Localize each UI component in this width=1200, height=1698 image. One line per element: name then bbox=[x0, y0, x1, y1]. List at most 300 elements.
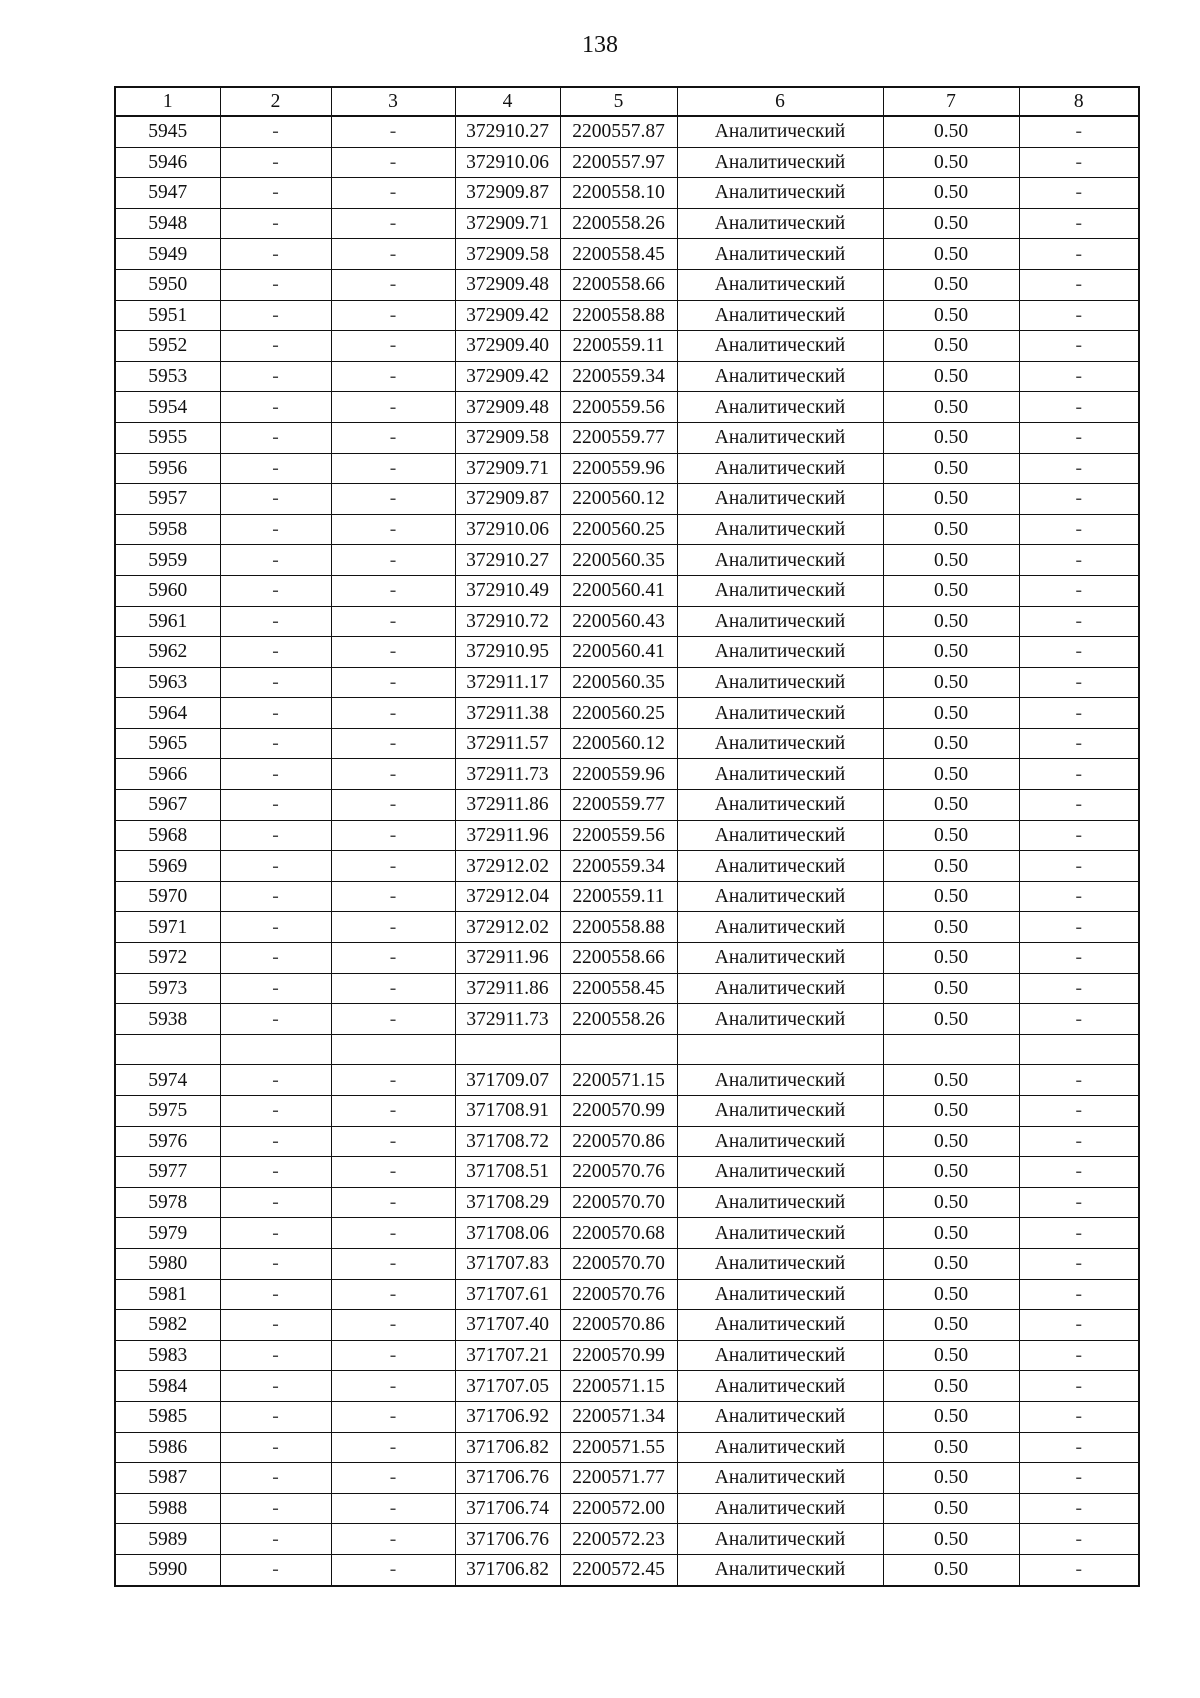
cell-point-number: 5988 bbox=[115, 1493, 220, 1524]
cell-coord-y: 2200570.86 bbox=[560, 1126, 677, 1157]
cell-accuracy: 0.50 bbox=[883, 392, 1019, 423]
cell-col-8 bbox=[1019, 1034, 1139, 1065]
cell-coord-x: 371706.74 bbox=[455, 1493, 560, 1524]
cell-coord-x: 372911.38 bbox=[455, 698, 560, 729]
cell-col-3: - bbox=[331, 269, 455, 300]
cell-coord-y: 2200572.45 bbox=[560, 1554, 677, 1585]
cell-col-8: - bbox=[1019, 1524, 1139, 1555]
cell-method: Аналитический bbox=[677, 943, 883, 974]
cell-coord-y: 2200558.88 bbox=[560, 300, 677, 331]
cell-col-3: - bbox=[331, 1004, 455, 1035]
cell-coord-y: 2200560.25 bbox=[560, 514, 677, 545]
cell-accuracy: 0.50 bbox=[883, 1065, 1019, 1096]
cell-col-3: - bbox=[331, 422, 455, 453]
cell-coord-x: 371708.06 bbox=[455, 1218, 560, 1249]
cell-col-8: - bbox=[1019, 453, 1139, 484]
cell-col-8: - bbox=[1019, 208, 1139, 239]
table-row bbox=[115, 1065, 1139, 1096]
cell-coord-x: 371707.61 bbox=[455, 1279, 560, 1310]
cell-point-number: 5938 bbox=[115, 1004, 220, 1035]
cell-col-8: - bbox=[1019, 1340, 1139, 1371]
table-row bbox=[115, 1279, 1139, 1310]
cell-accuracy: 0.50 bbox=[883, 331, 1019, 362]
cell-coord-y: 2200570.70 bbox=[560, 1248, 677, 1279]
cell-coord-x: 372909.42 bbox=[455, 300, 560, 331]
cell-accuracy: 0.50 bbox=[883, 545, 1019, 576]
cell-coord-x: 372911.17 bbox=[455, 667, 560, 698]
cell-col-3: - bbox=[331, 484, 455, 515]
coordinates-table bbox=[114, 86, 1140, 1587]
cell-accuracy: 0.50 bbox=[883, 1524, 1019, 1555]
cell-point-number: 5966 bbox=[115, 759, 220, 790]
cell-point-number: 5990 bbox=[115, 1554, 220, 1585]
cell-col-3: - bbox=[331, 759, 455, 790]
cell-coord-x: 372910.95 bbox=[455, 637, 560, 668]
cell-col-8: - bbox=[1019, 1463, 1139, 1494]
cell-col-8: - bbox=[1019, 912, 1139, 943]
cell-col-8: - bbox=[1019, 1126, 1139, 1157]
table-row bbox=[115, 116, 1139, 147]
cell-col-2: - bbox=[220, 1004, 331, 1035]
cell-col-8: - bbox=[1019, 1279, 1139, 1310]
cell-coord-x: 371707.40 bbox=[455, 1310, 560, 1341]
cell-coord-y: 2200559.34 bbox=[560, 361, 677, 392]
cell-col-8: - bbox=[1019, 1004, 1139, 1035]
cell-coord-y: 2200570.76 bbox=[560, 1279, 677, 1310]
cell-col-2: - bbox=[220, 759, 331, 790]
cell-col-3: - bbox=[331, 1218, 455, 1249]
cell-col-3: - bbox=[331, 1187, 455, 1218]
cell-accuracy: 0.50 bbox=[883, 667, 1019, 698]
table-row bbox=[115, 1310, 1139, 1341]
cell-point-number: 5984 bbox=[115, 1371, 220, 1402]
cell-accuracy: 0.50 bbox=[883, 1248, 1019, 1279]
table-row bbox=[115, 1554, 1139, 1585]
cell-col-3: - bbox=[331, 851, 455, 882]
cell-accuracy: 0.50 bbox=[883, 1493, 1019, 1524]
table-row bbox=[115, 484, 1139, 515]
cell-col-2: - bbox=[220, 881, 331, 912]
cell-col-8: - bbox=[1019, 1218, 1139, 1249]
cell-point-number: 5982 bbox=[115, 1310, 220, 1341]
cell-point-number: 5973 bbox=[115, 973, 220, 1004]
cell-col-8: - bbox=[1019, 331, 1139, 362]
table-row bbox=[115, 698, 1139, 729]
cell-point-number: 5980 bbox=[115, 1248, 220, 1279]
cell-coord-y: 2200560.12 bbox=[560, 728, 677, 759]
cell-col-3: - bbox=[331, 1096, 455, 1127]
cell-col-8: - bbox=[1019, 943, 1139, 974]
cell-point-number: 5986 bbox=[115, 1432, 220, 1463]
cell-col-8: - bbox=[1019, 1096, 1139, 1127]
cell-coord-y: 2200559.56 bbox=[560, 820, 677, 851]
cell-col-2: - bbox=[220, 545, 331, 576]
cell-col-2: - bbox=[220, 1218, 331, 1249]
cell-accuracy: 0.50 bbox=[883, 820, 1019, 851]
cell-col-2: - bbox=[220, 637, 331, 668]
table-row bbox=[115, 1096, 1139, 1127]
cell-method: Аналитический bbox=[677, 453, 883, 484]
cell-coord-x: 371708.91 bbox=[455, 1096, 560, 1127]
cell-coord-x: 372909.87 bbox=[455, 178, 560, 209]
cell-coord-y: 2200558.26 bbox=[560, 208, 677, 239]
cell-coord-x: 372910.06 bbox=[455, 514, 560, 545]
cell-method: Аналитический bbox=[677, 514, 883, 545]
cell-col-8: - bbox=[1019, 1554, 1139, 1585]
cell-col-3: - bbox=[331, 239, 455, 270]
cell-col-8: - bbox=[1019, 300, 1139, 331]
cell-method: Аналитический bbox=[677, 728, 883, 759]
cell-coord-y: 2200558.26 bbox=[560, 1004, 677, 1035]
cell-col-2: - bbox=[220, 1187, 331, 1218]
cell-coord-y: 2200570.76 bbox=[560, 1157, 677, 1188]
cell-coord-y: 2200560.41 bbox=[560, 575, 677, 606]
cell-point-number: 5954 bbox=[115, 392, 220, 423]
cell-point-number: 5975 bbox=[115, 1096, 220, 1127]
table-row bbox=[115, 728, 1139, 759]
cell-col-8: - bbox=[1019, 269, 1139, 300]
cell-coord-y: 2200570.99 bbox=[560, 1096, 677, 1127]
cell-point-number: 5951 bbox=[115, 300, 220, 331]
cell-method: Аналитический bbox=[677, 820, 883, 851]
cell-col-3: - bbox=[331, 667, 455, 698]
cell-point-number: 5969 bbox=[115, 851, 220, 882]
cell-col-8: - bbox=[1019, 178, 1139, 209]
cell-coord-y: 2200571.55 bbox=[560, 1432, 677, 1463]
cell-col-3: - bbox=[331, 331, 455, 362]
cell-method: Аналитический bbox=[677, 178, 883, 209]
table-row bbox=[115, 239, 1139, 270]
cell-col-2: - bbox=[220, 116, 331, 147]
cell-coord-y: 2200558.45 bbox=[560, 973, 677, 1004]
cell-coord-y: 2200571.77 bbox=[560, 1463, 677, 1494]
cell-col-3: - bbox=[331, 1554, 455, 1585]
cell-coord-x: 372910.27 bbox=[455, 116, 560, 147]
cell-coord-y: 2200571.15 bbox=[560, 1371, 677, 1402]
column-header-6: 6 bbox=[677, 87, 883, 116]
cell-point-number: 5976 bbox=[115, 1126, 220, 1157]
cell-coord-y: 2200572.00 bbox=[560, 1493, 677, 1524]
cell-col-3: - bbox=[331, 361, 455, 392]
table-row bbox=[115, 1157, 1139, 1188]
cell-col-3: - bbox=[331, 943, 455, 974]
page-number: 138 bbox=[582, 32, 618, 58]
cell-col-8: - bbox=[1019, 422, 1139, 453]
cell-col-8: - bbox=[1019, 514, 1139, 545]
cell-point-number: 5971 bbox=[115, 912, 220, 943]
cell-accuracy: 0.50 bbox=[883, 147, 1019, 178]
cell-coord-x: 371706.92 bbox=[455, 1401, 560, 1432]
cell-accuracy: 0.50 bbox=[883, 973, 1019, 1004]
cell-point-number: 5960 bbox=[115, 575, 220, 606]
cell-method: Аналитический bbox=[677, 1524, 883, 1555]
cell-coord-x: 371707.21 bbox=[455, 1340, 560, 1371]
cell-coord-x: 372910.06 bbox=[455, 147, 560, 178]
table-row bbox=[115, 514, 1139, 545]
cell-point-number: 5959 bbox=[115, 545, 220, 576]
cell-coord-y: 2200558.45 bbox=[560, 239, 677, 270]
table-row bbox=[115, 1401, 1139, 1432]
cell-method: Аналитический bbox=[677, 208, 883, 239]
table-row bbox=[115, 1524, 1139, 1555]
cell-col-2: - bbox=[220, 1065, 331, 1096]
cell-coord-x: 372911.86 bbox=[455, 790, 560, 821]
cell-point-number: 5957 bbox=[115, 484, 220, 515]
cell-coord-x: 372912.04 bbox=[455, 881, 560, 912]
cell-coord-y: 2200560.43 bbox=[560, 606, 677, 637]
cell-accuracy: 0.50 bbox=[883, 1401, 1019, 1432]
table-row bbox=[115, 1004, 1139, 1035]
table-row bbox=[115, 973, 1139, 1004]
cell-col-8: - bbox=[1019, 239, 1139, 270]
cell-coord-y: 2200559.77 bbox=[560, 790, 677, 821]
cell-coord-x: 372909.87 bbox=[455, 484, 560, 515]
cell-coord-x: 371708.51 bbox=[455, 1157, 560, 1188]
cell-col-3: - bbox=[331, 208, 455, 239]
cell-accuracy: 0.50 bbox=[883, 943, 1019, 974]
cell-col-2: - bbox=[220, 851, 331, 882]
table-row bbox=[115, 1371, 1139, 1402]
cell-accuracy: 0.50 bbox=[883, 637, 1019, 668]
cell-accuracy: 0.50 bbox=[883, 514, 1019, 545]
cell-col-8: - bbox=[1019, 820, 1139, 851]
cell-col-8: - bbox=[1019, 1401, 1139, 1432]
cell-method: Аналитический bbox=[677, 422, 883, 453]
cell-point-number: 5955 bbox=[115, 422, 220, 453]
cell-point-number: 5947 bbox=[115, 178, 220, 209]
cell-col-2: - bbox=[220, 1432, 331, 1463]
cell-col-8: - bbox=[1019, 759, 1139, 790]
cell-coord-x: 372912.02 bbox=[455, 851, 560, 882]
cell-accuracy: 0.50 bbox=[883, 116, 1019, 147]
cell-col-2: - bbox=[220, 1371, 331, 1402]
cell-point-number: 5985 bbox=[115, 1401, 220, 1432]
cell-col-3: - bbox=[331, 1524, 455, 1555]
cell-point-number: 5968 bbox=[115, 820, 220, 851]
cell-col-2: - bbox=[220, 698, 331, 729]
cell-accuracy: 0.50 bbox=[883, 851, 1019, 882]
header-row bbox=[115, 87, 1139, 116]
cell-col-3: - bbox=[331, 790, 455, 821]
cell-method: Аналитический bbox=[677, 667, 883, 698]
cell-method: Аналитический bbox=[677, 1371, 883, 1402]
cell-coord-x: 372911.96 bbox=[455, 943, 560, 974]
column-header-7: 7 bbox=[883, 87, 1019, 116]
cell-col-3: - bbox=[331, 1248, 455, 1279]
cell-coord-y bbox=[560, 1034, 677, 1065]
cell-accuracy: 0.50 bbox=[883, 1004, 1019, 1035]
cell-method: Аналитический bbox=[677, 361, 883, 392]
cell-col-8: - bbox=[1019, 1187, 1139, 1218]
table-row bbox=[115, 147, 1139, 178]
table-row bbox=[115, 361, 1139, 392]
cell-col-2: - bbox=[220, 728, 331, 759]
table-row bbox=[115, 1126, 1139, 1157]
cell-coord-x: 372911.96 bbox=[455, 820, 560, 851]
cell-coord-x: 372909.71 bbox=[455, 208, 560, 239]
cell-col-3: - bbox=[331, 1126, 455, 1157]
cell-accuracy: 0.50 bbox=[883, 361, 1019, 392]
cell-col-3: - bbox=[331, 392, 455, 423]
cell-method: Аналитический bbox=[677, 1218, 883, 1249]
cell-col-8: - bbox=[1019, 484, 1139, 515]
cell-point-number: 5978 bbox=[115, 1187, 220, 1218]
cell-accuracy: 0.50 bbox=[883, 790, 1019, 821]
cell-col-2: - bbox=[220, 208, 331, 239]
cell-accuracy: 0.50 bbox=[883, 239, 1019, 270]
cell-point-number: 5972 bbox=[115, 943, 220, 974]
cell-col-8: - bbox=[1019, 392, 1139, 423]
cell-col-2: - bbox=[220, 820, 331, 851]
cell-col-2: - bbox=[220, 1310, 331, 1341]
cell-col-8: - bbox=[1019, 545, 1139, 576]
cell-col-2: - bbox=[220, 392, 331, 423]
cell-accuracy: 0.50 bbox=[883, 728, 1019, 759]
cell-method: Аналитический bbox=[677, 300, 883, 331]
table-row bbox=[115, 912, 1139, 943]
cell-col-2: - bbox=[220, 453, 331, 484]
cell-accuracy: 0.50 bbox=[883, 1096, 1019, 1127]
cell-col-2: - bbox=[220, 1248, 331, 1279]
cell-method: Аналитический bbox=[677, 851, 883, 882]
table-row bbox=[115, 575, 1139, 606]
cell-method: Аналитический bbox=[677, 1463, 883, 1494]
cell-method: Аналитический bbox=[677, 484, 883, 515]
column-header-8: 8 bbox=[1019, 87, 1139, 116]
table-row bbox=[115, 300, 1139, 331]
cell-point-number: 5958 bbox=[115, 514, 220, 545]
cell-col-3: - bbox=[331, 178, 455, 209]
table-row bbox=[115, 943, 1139, 974]
cell-accuracy: 0.50 bbox=[883, 453, 1019, 484]
cell-col-8: - bbox=[1019, 1310, 1139, 1341]
cell-accuracy bbox=[883, 1034, 1019, 1065]
cell-col-3: - bbox=[331, 1401, 455, 1432]
cell-point-number: 5945 bbox=[115, 116, 220, 147]
cell-coord-x: 372910.49 bbox=[455, 575, 560, 606]
cell-method: Аналитический bbox=[677, 1401, 883, 1432]
cell-method: Аналитический bbox=[677, 1279, 883, 1310]
cell-point-number: 5950 bbox=[115, 269, 220, 300]
cell-col-3: - bbox=[331, 912, 455, 943]
cell-col-3: - bbox=[331, 881, 455, 912]
cell-method: Аналитический bbox=[677, 545, 883, 576]
cell-col-2: - bbox=[220, 943, 331, 974]
cell-coord-y: 2200570.68 bbox=[560, 1218, 677, 1249]
cell-accuracy: 0.50 bbox=[883, 1432, 1019, 1463]
cell-accuracy: 0.50 bbox=[883, 484, 1019, 515]
table-row bbox=[115, 1248, 1139, 1279]
cell-accuracy: 0.50 bbox=[883, 178, 1019, 209]
cell-accuracy: 0.50 bbox=[883, 300, 1019, 331]
cell-coord-y: 2200571.15 bbox=[560, 1065, 677, 1096]
cell-col-8: - bbox=[1019, 116, 1139, 147]
cell-method: Аналитический bbox=[677, 606, 883, 637]
cell-method: Аналитический bbox=[677, 239, 883, 270]
cell-method: Аналитический bbox=[677, 1340, 883, 1371]
cell-col-3: - bbox=[331, 300, 455, 331]
cell-coord-x: 372911.73 bbox=[455, 759, 560, 790]
cell-coord-y: 2200559.34 bbox=[560, 851, 677, 882]
cell-point-number: 5989 bbox=[115, 1524, 220, 1555]
cell-col-8: - bbox=[1019, 1432, 1139, 1463]
cell-method: Аналитический bbox=[677, 1248, 883, 1279]
cell-col-3: - bbox=[331, 973, 455, 1004]
cell-method: Аналитический bbox=[677, 1004, 883, 1035]
cell-point-number: 5983 bbox=[115, 1340, 220, 1371]
cell-col-2: - bbox=[220, 1340, 331, 1371]
cell-point-number: 5949 bbox=[115, 239, 220, 270]
cell-col-3: - bbox=[331, 1065, 455, 1096]
cell-col-8: - bbox=[1019, 851, 1139, 882]
cell-coord-x bbox=[455, 1034, 560, 1065]
cell-coord-x: 372909.58 bbox=[455, 239, 560, 270]
cell-method: Аналитический bbox=[677, 1187, 883, 1218]
cell-point-number: 5967 bbox=[115, 790, 220, 821]
cell-accuracy: 0.50 bbox=[883, 1310, 1019, 1341]
column-header-4: 4 bbox=[455, 87, 560, 116]
cell-coord-x: 371706.82 bbox=[455, 1554, 560, 1585]
cell-coord-x: 372911.73 bbox=[455, 1004, 560, 1035]
cell-method: Аналитический bbox=[677, 698, 883, 729]
cell-point-number: 5952 bbox=[115, 331, 220, 362]
cell-point-number: 5953 bbox=[115, 361, 220, 392]
cell-col-2: - bbox=[220, 606, 331, 637]
cell-col-3: - bbox=[331, 637, 455, 668]
column-header-1: 1 bbox=[115, 87, 220, 116]
cell-accuracy: 0.50 bbox=[883, 912, 1019, 943]
cell-point-number: 5963 bbox=[115, 667, 220, 698]
cell-accuracy: 0.50 bbox=[883, 606, 1019, 637]
cell-coord-x: 371707.05 bbox=[455, 1371, 560, 1402]
cell-accuracy: 0.50 bbox=[883, 1187, 1019, 1218]
cell-col-3: - bbox=[331, 820, 455, 851]
cell-method: Аналитический bbox=[677, 1157, 883, 1188]
table-row bbox=[115, 606, 1139, 637]
cell-coord-y: 2200572.23 bbox=[560, 1524, 677, 1555]
cell-accuracy: 0.50 bbox=[883, 575, 1019, 606]
cell-accuracy: 0.50 bbox=[883, 698, 1019, 729]
cell-col-8: - bbox=[1019, 606, 1139, 637]
table-row bbox=[115, 1218, 1139, 1249]
cell-coord-x: 371707.83 bbox=[455, 1248, 560, 1279]
cell-col-8: - bbox=[1019, 1248, 1139, 1279]
table-row bbox=[115, 1432, 1139, 1463]
cell-method: Аналитический bbox=[677, 1554, 883, 1585]
table-row bbox=[115, 178, 1139, 209]
cell-coord-y: 2200559.96 bbox=[560, 759, 677, 790]
cell-col-3: - bbox=[331, 1432, 455, 1463]
cell-point-number: 5961 bbox=[115, 606, 220, 637]
column-header-2: 2 bbox=[220, 87, 331, 116]
table-row bbox=[115, 331, 1139, 362]
cell-col-2: - bbox=[220, 300, 331, 331]
cell-coord-y: 2200559.77 bbox=[560, 422, 677, 453]
cell-col-2: - bbox=[220, 973, 331, 1004]
cell-col-3: - bbox=[331, 147, 455, 178]
cell-col-8: - bbox=[1019, 698, 1139, 729]
cell-col-2: - bbox=[220, 514, 331, 545]
cell-coord-x: 372910.27 bbox=[455, 545, 560, 576]
cell-point-number: 5956 bbox=[115, 453, 220, 484]
cell-coord-y: 2200557.87 bbox=[560, 116, 677, 147]
cell-coord-x: 372909.42 bbox=[455, 361, 560, 392]
table-row bbox=[115, 545, 1139, 576]
cell-col-2: - bbox=[220, 1493, 331, 1524]
cell-coord-x: 371706.76 bbox=[455, 1524, 560, 1555]
cell-col-8: - bbox=[1019, 575, 1139, 606]
cell-col-2 bbox=[220, 1034, 331, 1065]
